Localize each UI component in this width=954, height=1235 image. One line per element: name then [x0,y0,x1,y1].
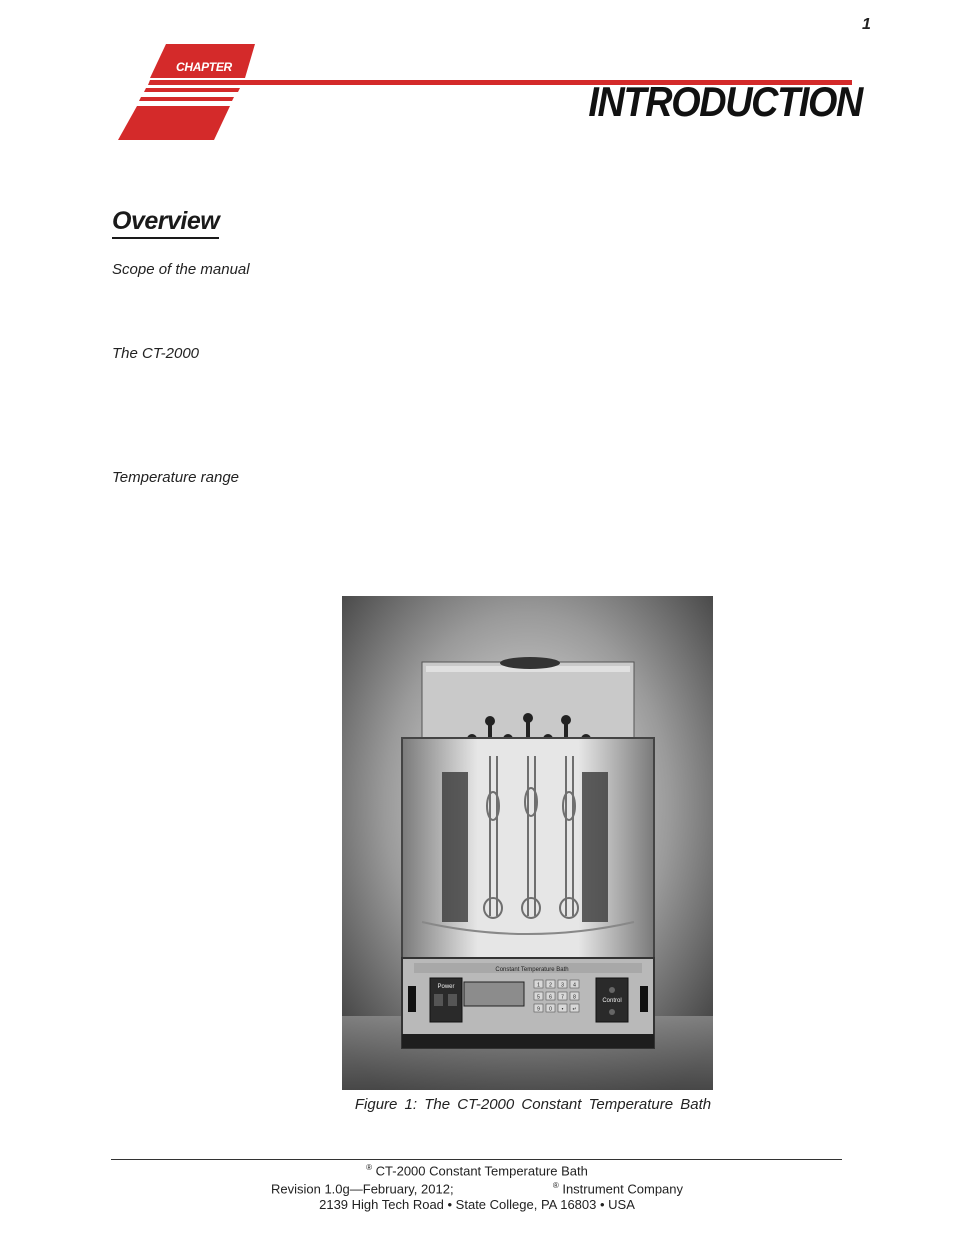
control-knob [609,1009,615,1015]
keypad-key: 6 [549,994,552,1001]
keypad-key: 9 [537,1006,540,1013]
keypad-key: 3 [561,982,564,989]
panel-title: Constant Temperature Bath [495,967,569,973]
registered-mark: ® [366,1163,373,1172]
registered-mark: ® [552,1181,559,1190]
side-head-temperature-range: Temperature range [112,469,240,486]
logo-stripe [139,97,234,101]
footer-line-2 [200,1181,754,1196]
keypad-key: 7 [561,994,564,1001]
figure-caption: Figure 1: The CT-2000 Constant Temperature Bath [354,1096,712,1113]
power-panel [430,978,462,1022]
chapter-title: INTRODUCTION [588,78,862,125]
section-heading: Overview [112,206,219,239]
left-handle [408,986,416,1012]
power-label: Power [437,984,455,990]
figure-photo [342,596,713,1090]
logo-block [118,106,230,140]
keypad-key: • [561,1006,564,1013]
footer-rule [111,1159,842,1160]
right-handle [640,986,648,1012]
footer-company: Instrument Company [562,1181,684,1197]
page-number: 1 [862,16,871,33]
chapter-label: CHAPTER [176,60,232,74]
power-switch [434,994,443,1006]
footer-address: 2139 High Tech Road • State College, PA 16803 • USA [319,1197,635,1212]
keypad-key: 4 [573,982,576,989]
keypad-key: 2 [549,982,552,989]
keypad-key: ↵ [572,1006,577,1013]
keypad-key: 8 [573,994,576,1001]
footer-product: CT-2000 Constant Temperature Bath [375,1163,588,1179]
keypad-key: 1 [537,982,540,989]
power-switch [448,994,457,1006]
side-head-ct2000: The CT-2000 [112,345,199,362]
keypad-key: 0 [549,1006,552,1013]
footer-revision: Revision 1.0g—February, 2012; [270,1181,454,1197]
logo-stripe [144,88,240,92]
control-label: Control [602,998,622,1004]
lcd-display [464,982,524,1006]
control-knob [609,987,615,993]
footer-line-1 [200,1163,754,1178]
side-head-scope: Scope of the manual [112,261,250,278]
control-panel [596,978,628,1022]
keypad-key: 5 [537,994,540,1001]
